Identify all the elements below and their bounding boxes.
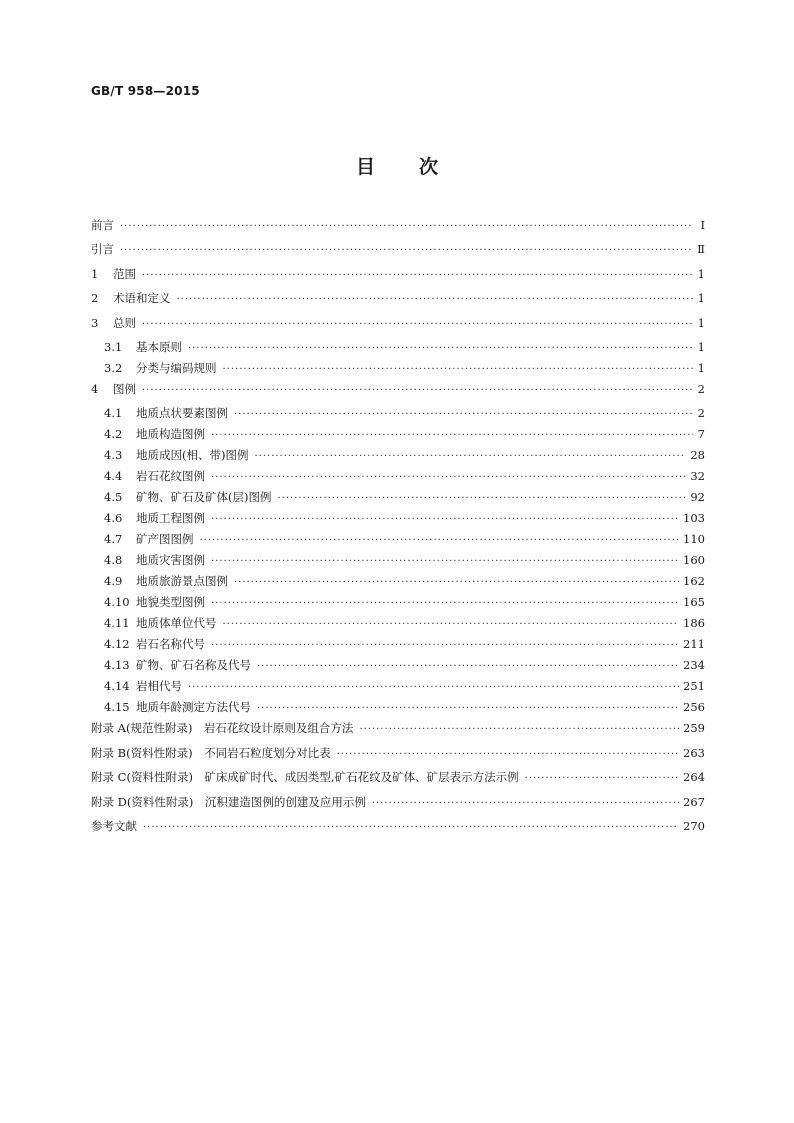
toc-entry-page: 234: [683, 658, 705, 673]
toc-entry-number: 3: [91, 315, 99, 330]
toc-entry[interactable]: [91, 266, 705, 290]
toc-entry[interactable]: [91, 573, 705, 594]
toc-leader-dots: [211, 430, 693, 441]
toc-leader-dots: [211, 514, 679, 525]
toc-entry-label: 矿物、矿石及矿体(层)图例: [136, 490, 272, 505]
toc-entry-page: 1: [697, 315, 705, 330]
toc-entry-page: 160: [683, 553, 705, 568]
toc-entry-page: 259: [683, 721, 705, 736]
toc-entry-label: 地质体单位代号: [136, 616, 217, 631]
toc-entry-page: 1: [697, 360, 705, 375]
toc-entry-page: 1: [697, 339, 705, 354]
toc-entry-label: 参考文献: [91, 818, 137, 833]
toc-entry-page: 7: [697, 427, 705, 442]
toc-entry[interactable]: [91, 290, 705, 314]
toc-entry-label: 总则: [113, 315, 136, 330]
toc-entry-page: 186: [683, 616, 705, 631]
toc-entry-label: 引言: [91, 242, 114, 257]
toc-entry-page: 256: [683, 700, 705, 715]
toc-leader-dots: [142, 385, 693, 396]
toc-entry-label: 矿产图图例: [136, 532, 194, 547]
toc-entry-number: 3.1: [104, 339, 123, 354]
toc-entry-label: 岩相代号: [136, 679, 182, 694]
toc-leader-dots: [211, 640, 679, 651]
toc-entry[interactable]: [91, 720, 705, 744]
toc-entry[interactable]: [91, 468, 705, 489]
toc-entry-label: 基本原则: [136, 339, 182, 354]
page-title: [0, 152, 794, 179]
toc-entry-number: 4.7: [104, 532, 123, 547]
toc-entry-number: 4.15: [104, 700, 130, 715]
toc-entry-number: 2: [91, 291, 99, 306]
toc-leader-dots: [234, 409, 693, 420]
toc-entry-page: 263: [683, 745, 705, 760]
toc-entry-page: 264: [683, 770, 705, 785]
toc-entry[interactable]: [91, 699, 705, 720]
toc-entry[interactable]: [91, 381, 705, 405]
toc-entry-number: 4.8: [104, 553, 123, 568]
toc-entry[interactable]: [91, 217, 705, 241]
toc-entry[interactable]: [91, 405, 705, 426]
toc-entry[interactable]: [91, 339, 705, 360]
toc-entry-page: 162: [683, 574, 705, 589]
toc-entry-label: 矿物、矿石名称及代号: [136, 658, 251, 673]
toc-entry[interactable]: [91, 678, 705, 699]
toc-entry-number: 4.2: [104, 427, 123, 442]
toc-entry[interactable]: [91, 594, 705, 615]
toc-leader-dots: [120, 221, 693, 232]
toc-entry-page: Ⅱ: [697, 242, 705, 257]
toc-entry-label: 图例: [113, 381, 136, 396]
toc-entry-number: 4.4: [104, 469, 123, 484]
toc-entry-page: 165: [683, 595, 705, 610]
toc-entry[interactable]: [91, 426, 705, 447]
toc-leader-dots: [188, 682, 679, 693]
toc-leader-dots: [200, 535, 680, 546]
title-char-1: 目: [355, 156, 375, 178]
toc-entry-label: 岩石名称代号: [136, 637, 205, 652]
toc-entry-label: 地质工程图例: [136, 511, 205, 526]
toc-entry-label: 地貌类型图例: [136, 595, 205, 610]
toc-entry-number: 3.2: [104, 360, 123, 375]
toc-leader-dots: [120, 245, 693, 256]
toc-entry-label: 地质成因(相、带)图例: [136, 448, 249, 463]
toc-entry[interactable]: [91, 489, 705, 510]
title-char-2: 次: [419, 156, 439, 178]
toc-entry-page: 103: [683, 511, 705, 526]
toc-entry-page: 110: [683, 532, 705, 547]
toc-entry-page: 2: [697, 406, 705, 421]
toc-entry[interactable]: [91, 315, 705, 339]
toc-leader-dots: [188, 343, 693, 354]
toc-entry[interactable]: [91, 552, 705, 573]
toc-entry-label: 地质年龄测定方法代号: [136, 700, 251, 715]
toc-entry-label: 地质构造图例: [136, 427, 205, 442]
toc-entry-label: 附录 D(资料性附录) 沉积建造图例的创建及应用示例: [91, 794, 366, 809]
toc-entry-label: 附录 A(规范性附录) 岩石花纹设计原则及组合方法: [91, 721, 354, 736]
toc-entry[interactable]: [91, 241, 705, 265]
toc-entry-page: 32: [690, 469, 705, 484]
toc-entry-label: 附录 B(资料性附录) 不同岩石粒度划分对比表: [91, 745, 331, 760]
toc-entry-number: 4.3: [104, 448, 123, 463]
toc-leader-dots: [277, 493, 686, 504]
toc-entry-page: 267: [683, 794, 705, 809]
toc-entry-label: 岩石花纹图例: [136, 469, 205, 484]
standard-code: GB/T 958—2015: [91, 84, 200, 98]
toc-entry-label: 附录 C(资料性附录) 矿床成矿时代、成因类型,矿石花纹及矿体、矿层表示方法示例: [91, 770, 519, 785]
toc-leader-dots: [257, 661, 679, 672]
toc-entry-page: 2: [697, 381, 705, 396]
toc-leader-dots: [143, 822, 679, 833]
toc-leader-dots: [211, 556, 679, 567]
toc-entry-page: 1: [697, 266, 705, 281]
toc-leader-dots: [142, 319, 693, 330]
toc-leader-dots: [211, 598, 679, 609]
toc-entry[interactable]: [91, 531, 705, 552]
toc-leader-dots: [223, 619, 680, 630]
toc-leader-dots: [254, 451, 686, 462]
toc-leader-dots: [257, 703, 679, 714]
toc-entry-label: 地质点状要素图例: [136, 406, 228, 421]
toc-leader-dots: [211, 472, 686, 483]
toc-entry-number: 4.12: [104, 637, 130, 652]
toc-entry[interactable]: [91, 360, 705, 381]
toc-entry-page: Ⅰ: [700, 218, 705, 232]
toc-entry[interactable]: [91, 447, 705, 468]
toc-entry-number: 4.1: [104, 406, 123, 421]
toc-entry[interactable]: [91, 794, 705, 818]
toc-entry-number: 4.14: [104, 679, 130, 694]
toc-entry-number: 4.9: [104, 574, 123, 589]
toc-entry-number: 4: [91, 381, 99, 396]
toc-entry-page: 28: [690, 448, 705, 463]
toc-entry-number: 4.5: [104, 490, 123, 505]
toc-entry-label: 地质旅游景点图例: [136, 574, 228, 589]
toc-leader-dots: [177, 294, 694, 305]
toc-entry[interactable]: [91, 615, 705, 636]
toc-entry-page: 251: [683, 679, 705, 694]
toc-entry-label: 地质灾害图例: [136, 553, 205, 568]
toc-entry-page: 92: [690, 490, 705, 505]
toc-entry[interactable]: [91, 657, 705, 678]
toc-leader-dots: [337, 749, 679, 760]
toc-entry[interactable]: [91, 818, 705, 842]
toc-leader-dots: [372, 798, 679, 809]
toc-entry-number: 1: [91, 266, 99, 281]
toc-leader-dots: [234, 577, 679, 588]
toc-entry[interactable]: [91, 510, 705, 531]
toc-entry-number: 4.6: [104, 511, 123, 526]
toc-entry-page: 270: [683, 818, 705, 833]
table-of-contents: [91, 217, 705, 842]
toc-leader-dots: [142, 270, 693, 281]
toc-entry-page: 1: [697, 291, 705, 306]
toc-leader-dots: [359, 724, 679, 735]
toc-entry-number: 4.10: [104, 595, 130, 610]
toc-entry[interactable]: [91, 745, 705, 769]
toc-entry-number: 4.13: [104, 658, 130, 673]
toc-entry-number: 4.11: [104, 616, 130, 631]
toc-entry-label: 术语和定义: [113, 291, 171, 306]
toc-leader-dots: [223, 364, 694, 375]
toc-entry-label: 分类与编码规则: [136, 360, 217, 375]
toc-entry[interactable]: [91, 769, 705, 793]
toc-entry-page: 211: [683, 637, 705, 652]
toc-entry[interactable]: [91, 636, 705, 657]
toc-entry-label: 范围: [113, 266, 136, 281]
toc-leader-dots: [525, 773, 679, 784]
toc-entry-label: 前言: [91, 218, 114, 232]
